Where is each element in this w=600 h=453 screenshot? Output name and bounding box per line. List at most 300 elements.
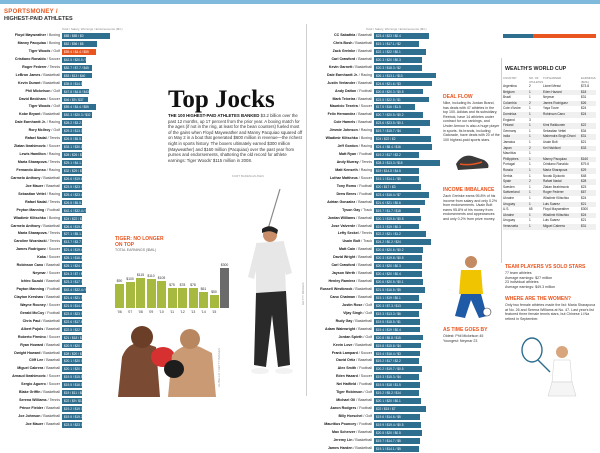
earnings-values: $59.4 / $4.4 / $55 (64, 105, 89, 110)
athlete-name-text: Kaka (37, 255, 46, 260)
athlete-name-text: Roberto Firmino (17, 334, 46, 339)
wealth-cell: Portugal (503, 162, 515, 167)
wealth-cell: $33 (581, 145, 587, 150)
chart-highlight-label: $300 (220, 263, 229, 267)
chart-bar (168, 288, 177, 308)
athlete-name-text: Kobe Bryant (19, 112, 41, 117)
earnings-bar (374, 414, 420, 420)
athlete-name (4, 56, 60, 64)
boxers-photo (108, 317, 223, 397)
athlete-name-text: Matt Cain (339, 247, 356, 252)
athlete-sport: / Baseball (355, 398, 372, 403)
athlete-row (308, 350, 440, 358)
athlete-sport: / Baseball (43, 342, 60, 347)
earnings-values: $20.3 / $7.3 / $13 (376, 303, 401, 308)
athlete-name (4, 167, 60, 175)
wealth-cell: 1 (529, 196, 531, 200)
wealth-cell: 1 (529, 190, 531, 195)
athlete-name (308, 365, 372, 373)
earnings-values: $20.2 / $19.7 / $0.5 (376, 367, 404, 372)
athlete-name-text: Lothar Mattheus (329, 175, 358, 180)
athlete-name-text: Rafael Nadal (25, 199, 47, 204)
tiger-chart-subheading: TOTAL EARNINGS ($MIL) (115, 248, 157, 252)
athlete-name-text: Manny Pacquiao (17, 40, 47, 45)
athlete-name (308, 56, 372, 64)
athlete-name (4, 230, 60, 238)
athlete-name-text: Justin Verlander (327, 80, 356, 85)
earnings-bar (62, 57, 91, 63)
athlete-name (4, 103, 60, 111)
athlete-name (308, 429, 372, 437)
earnings-values: $19.5 / $18.5 / $1 (376, 319, 401, 324)
athlete-row (308, 445, 440, 453)
earnings-bar (374, 430, 422, 436)
athlete-name-text: Zlatan Ibrahimovic (14, 144, 46, 149)
athlete-sport: / Soccer (357, 374, 372, 379)
athlete-name-text: Matt Ryan (339, 152, 357, 157)
earnings-bar (374, 255, 422, 261)
athlete-row (308, 357, 440, 365)
athlete-name (308, 373, 372, 381)
athlete-name-text: Felix Hernandez (327, 112, 356, 117)
wealth-cell: 1 (529, 134, 531, 139)
chart-bar-group (115, 260, 124, 314)
time-goes-by-heading: AS TIME GOES BY (443, 327, 488, 333)
athlete-name (4, 88, 60, 96)
earnings-bar (374, 208, 420, 214)
wealth-cell: 1 (529, 151, 531, 156)
athlete-sport: / Soccer (357, 104, 372, 109)
earnings-bar (374, 358, 419, 364)
athlete-row (4, 318, 110, 326)
athlete-row (308, 175, 440, 183)
athlete-name (308, 223, 372, 231)
athlete-name-text: Matt Kenseth (335, 167, 358, 172)
wealth-cell: $21 (581, 201, 587, 206)
wealth-cell: 3 (529, 117, 531, 122)
athlete-sport: / Basketball (40, 72, 60, 77)
athlete-row (308, 135, 440, 143)
wealth-cell: Venezuela (503, 224, 518, 228)
athlete-name-text: Chris Paul (22, 318, 41, 323)
wealth-cell: $23 (581, 184, 587, 189)
athlete-sport: / Football (356, 382, 372, 387)
wealth-cell: $31 (581, 134, 587, 139)
athlete-row (308, 334, 440, 342)
wealth-column-header: NO. OF ATHLETES (529, 76, 544, 84)
earnings-values: $19.5 / $16.5 / $3 (64, 383, 89, 388)
athlete-list-left (4, 32, 110, 429)
athlete-sport: / Baseball (355, 271, 372, 276)
chart-year-label: '06 (117, 310, 122, 314)
wealth-cell: U.S. (503, 207, 510, 212)
athlete-sport: / Baseball (355, 56, 372, 61)
athlete-name-text: Mark Teixeira (332, 96, 356, 101)
athlete-name-text: Kevin Love (333, 342, 353, 347)
athlete-sport: / Golf (362, 414, 372, 418)
wealth-cell: $24 (581, 196, 587, 200)
chart-value-label: $75 (169, 283, 175, 288)
earnings-bar (374, 303, 422, 309)
athlete-sport: / Boxing (46, 33, 60, 37)
athlete-name (308, 159, 372, 167)
athlete-row (4, 127, 110, 135)
athlete-row (4, 246, 110, 254)
earnings-bar (62, 33, 110, 39)
athlete-sport: / Baseball (43, 421, 60, 426)
chart-bar-group (136, 260, 145, 314)
athlete-sport: / Baseball (355, 96, 372, 101)
athlete-name-text: Ryan Howard (20, 342, 44, 347)
athlete-sport: / Racing (45, 167, 60, 172)
chart-year-label: '07 (127, 310, 133, 314)
athlete-row (308, 103, 440, 111)
earnings-bar (62, 136, 89, 142)
earnings-values: $20.8 / $20.3 / $0.5 (376, 89, 404, 94)
athlete-name (308, 191, 372, 199)
earnings-values: $20.5 / $20 / $0.5 (376, 430, 401, 435)
earnings-bar (62, 104, 96, 110)
athlete-name-text: Tony Romo (336, 183, 357, 188)
chart-bar (199, 292, 208, 308)
athlete-row (308, 191, 440, 199)
earnings-values: $23.4 / $16.4 / $7 (376, 192, 401, 197)
earnings-values: $19.7 / $14.7 / $5 (376, 438, 401, 443)
athlete-name-text: Jeff Gordon (337, 144, 358, 149)
athlete-row (4, 135, 110, 143)
athlete-row (4, 230, 110, 238)
athlete-name (4, 342, 60, 350)
earnings-values: $26.1 / $13.1 / $13 (376, 73, 403, 78)
athlete-name-text: Floyd Mayweather (14, 33, 47, 37)
athlete-row (308, 151, 440, 159)
earnings-values: $19.2 / $17 / $2.2 (376, 153, 401, 158)
earnings-values: $52.7 / $7.7 / $45 (64, 65, 89, 70)
athlete-sport: / Soccer (357, 175, 372, 180)
athlete-name-text: Kevin Durant (18, 80, 41, 85)
earnings-values: $20.1 / $20 / $0.1 (376, 399, 401, 404)
chart-value-label: $78 (179, 282, 186, 287)
chart-year-label: '13 (190, 310, 196, 314)
athlete-name (4, 238, 60, 246)
athlete-name-text: Cristiano Ronaldo (14, 56, 46, 61)
athlete-name-text: Tiger Robinson (336, 390, 363, 395)
athlete-sport: / Baseball (355, 294, 372, 299)
wealth-cell: 1 (529, 106, 531, 111)
athlete-name (308, 342, 372, 350)
earnings-bar (62, 295, 89, 301)
athlete-name (4, 80, 60, 88)
earnings-bar (62, 247, 89, 253)
athlete-name-text: Jordan Williams (327, 215, 356, 220)
athlete-name (308, 437, 372, 445)
earnings-bar (374, 152, 419, 158)
earnings-values: $22 / $9 / $13 (64, 399, 84, 404)
athlete-name (4, 270, 60, 278)
earnings-bar (374, 343, 421, 349)
athlete-row (4, 342, 110, 350)
earnings-bar (374, 144, 432, 150)
athlete-row (4, 48, 110, 56)
earnings-values: $20.8 / $5.8 / $15 (376, 335, 401, 340)
athlete-sport: / Baseball (355, 112, 372, 117)
earnings-bar (374, 351, 420, 357)
athlete-name-text: Mauricio Texeira (329, 104, 358, 109)
deal-flow-heading: DEAL FLOW (443, 94, 473, 100)
athlete-name (308, 310, 372, 318)
athlete-name (4, 32, 60, 40)
tiger-chart-heading-line1: TIGER: NO LONGER (115, 236, 164, 242)
wealth-cell: Neymar (543, 95, 555, 100)
athlete-name (308, 127, 372, 135)
athlete-sport: / Basketball (352, 342, 372, 347)
wealth-cell: 2 (529, 145, 531, 150)
earnings-bar (374, 136, 431, 142)
wealth-cell: Zlatan Ibrahimovic (543, 184, 570, 189)
athlete-name-text: Zack Greinke (332, 48, 356, 53)
athlete-row (4, 215, 110, 223)
athlete-name-text: Chris Bosh (333, 40, 353, 45)
top-right-bar-orange (533, 34, 596, 38)
athlete-name-text: Gerald McCoy (20, 310, 45, 315)
athlete-row (308, 318, 440, 326)
athlete-row (4, 175, 110, 183)
athlete-name-text: Aaron Rodgers (330, 406, 357, 411)
earnings-bar (374, 81, 432, 87)
athlete-name (308, 32, 372, 40)
athlete-row (4, 40, 110, 48)
athlete-sport: / Soccer (45, 96, 60, 101)
earnings-values: $19.4 / $16.4 / $3 (376, 351, 401, 356)
earnings-bar (374, 104, 415, 110)
earnings-bar (62, 311, 89, 317)
earnings-bar (374, 287, 425, 293)
tiger-earnings-chart (113, 254, 228, 316)
athlete-name-text: Drew Brees (336, 191, 357, 196)
earnings-bar (62, 81, 91, 87)
earnings-bar (374, 422, 421, 428)
athlete-name (4, 183, 60, 191)
boxing-photo-credit: AL BELLO / GETTY IMAGES (217, 347, 221, 387)
athlete-row (4, 326, 110, 334)
earnings-bar (374, 319, 420, 325)
earnings-bar (62, 49, 96, 55)
wealth-cell: Cote d'Ivoire (503, 106, 521, 111)
wealth-cell: 2 (529, 179, 531, 184)
earnings-values: $26.6 / $19.6 / $7 (64, 224, 89, 229)
athlete-sport: / Soccer (45, 302, 60, 307)
wealth-cell: Yaya Toure (543, 106, 559, 111)
athlete-name (308, 111, 372, 119)
athlete-name-text: Henley Ramirez (328, 279, 356, 284)
athlete-sport: / Racing (357, 144, 372, 149)
earnings-bar (374, 57, 422, 63)
athlete-name (308, 103, 372, 111)
athlete-row (4, 278, 110, 286)
athlete-row (4, 159, 110, 167)
athlete-sport: / Football (44, 287, 60, 291)
earnings-bar (62, 414, 92, 420)
income-imbalance-text: Zach Greinke earns 95.8% of his income from salary and only 0.2% from endorsements. Usain Bolt earns 95.8% of his money from endorsements and appearances and only 0.2% from prize money. (443, 194, 498, 221)
athlete-row (308, 64, 440, 72)
earnings-bar (374, 271, 422, 277)
chart-value-label: $61 (200, 287, 207, 292)
athlete-sport: / Baseball (355, 48, 372, 53)
athlete-name-text: Arnaud Ibrahimovic (12, 374, 46, 379)
athlete-row (4, 103, 110, 111)
earnings-values: $24.6 / $21.6 / $3 (376, 81, 401, 86)
earnings-bar (62, 303, 89, 309)
wealth-cell: Miguel Cabrera (543, 224, 565, 228)
chart-bar (210, 295, 219, 308)
athlete-name (4, 223, 60, 231)
athlete-name-text: Albert Pujols (21, 326, 44, 331)
tennis-player-photo (510, 330, 596, 398)
athlete-name-text: Joe Mauer (25, 183, 44, 188)
athlete-name-text: David Wright (333, 255, 356, 260)
athlete-sport: / Tennis (46, 239, 60, 244)
athlete-sport: / Baseball (43, 358, 60, 363)
wealth-cell: $160 (581, 156, 589, 161)
athlete-row (4, 56, 110, 64)
chart-year-label: '09 (148, 310, 154, 314)
earnings-values: $32 / $29 / $3 (64, 168, 84, 173)
earnings-bar (62, 327, 89, 333)
earnings-values: $21 / $18 / $3 (64, 335, 84, 340)
athlete-name-text: Joe Johnson (18, 414, 41, 418)
athlete-name-text: Usain Bolt (342, 239, 361, 244)
athlete-name-text: Payton Manning (16, 287, 45, 291)
athlete-sport: / Baseball (43, 183, 60, 188)
athlete-row (4, 365, 110, 373)
earnings-values: $22 / $15 / $7 (376, 407, 396, 412)
wealth-row (503, 224, 596, 230)
athlete-name-text: Andy Dalton (335, 88, 357, 93)
athlete-name (4, 119, 60, 127)
chart-value-label: $100 (126, 276, 134, 281)
earnings-bar (374, 438, 420, 444)
athlete-name-text: Kevin Garnett (328, 64, 353, 69)
earnings-bar (62, 224, 89, 230)
earnings-bar (374, 224, 419, 230)
athlete-name (308, 262, 372, 270)
athlete-row (308, 40, 440, 48)
athlete-name-text: Cole Hamels (333, 120, 356, 125)
athlete-sport: / Basketball (352, 64, 372, 69)
athlete-name-text: Peyton Manning (16, 207, 45, 212)
athlete-sport: / Baseball (355, 80, 372, 85)
wealth-cell: 1 (529, 162, 531, 167)
athlete-name (4, 278, 60, 286)
athlete-name-text: Neymar (32, 271, 46, 276)
athlete-name-text: Jayson Werth (331, 271, 356, 276)
athlete-name (308, 357, 372, 365)
athlete-row (308, 246, 440, 254)
athlete-name-text: Russell Westbrook (320, 287, 353, 291)
athlete-name (308, 151, 372, 159)
earnings-bar (374, 390, 419, 396)
athlete-name-text: Tiger Woods (28, 104, 51, 109)
athlete-row (308, 238, 440, 246)
athlete-name (308, 96, 372, 104)
athlete-name (308, 135, 372, 143)
wealth-cell: $34 (581, 128, 587, 133)
earnings-bar (374, 112, 423, 118)
athlete-row (4, 72, 110, 80)
earnings-bar (62, 287, 91, 293)
wealth-cell: Novak Djokovic (543, 173, 565, 178)
athlete-name-text: Ichiro Suzuki (20, 279, 44, 284)
athlete-row (4, 119, 110, 127)
wealth-cell: $48 (581, 173, 587, 178)
wealth-cell: Dominica (503, 112, 517, 116)
athlete-row (308, 381, 440, 389)
earnings-values: $53 / $13 / $40 (64, 73, 86, 78)
athlete-row (308, 254, 440, 262)
earnings-bar (62, 152, 82, 158)
earnings-values: $29.3 / $13.3 / $16 (64, 129, 91, 134)
wealth-cell: $24 (581, 106, 587, 111)
athlete-sport: / Basketball (40, 223, 60, 228)
chart-value-label: $78 (190, 282, 196, 287)
earnings-bar (374, 41, 419, 47)
page-subtitle: HIGHEST-PAID ATHLETES (4, 16, 73, 22)
athlete-name (4, 135, 60, 143)
wealth-cell: Lionel Messi (543, 84, 561, 88)
earnings-bar (62, 422, 89, 428)
athlete-sport: / Basketball (40, 414, 60, 418)
earnings-values: $23.3 / $17 / $6.3 (64, 280, 89, 285)
wealth-cell: 1 (529, 218, 531, 223)
earnings-bar (374, 327, 420, 333)
athlete-name-text: Adam Wainwright (325, 326, 356, 331)
earnings-values: $62 / $56 / $6 (64, 41, 84, 46)
wealth-cell: Sweden (503, 184, 515, 189)
athlete-row (4, 151, 110, 159)
earnings-values: $20.9 / $20 / $0.9 (64, 343, 89, 348)
athlete-sport: / Baseball (43, 406, 60, 411)
athlete-sport: / Football (356, 191, 372, 196)
wealth-cell: $31 (581, 95, 587, 100)
earnings-values: $26.5 / $5.5 / $21 (64, 200, 89, 205)
earnings-bar (374, 160, 440, 166)
earnings-bar (62, 192, 89, 198)
athlete-name-text: Rory McIlroy (28, 128, 51, 133)
chart-bar (115, 284, 124, 308)
wealth-cell: Luis Suarez (543, 218, 560, 223)
athlete-sport: / Basketball (40, 318, 60, 323)
earnings-bar (62, 144, 89, 150)
earnings-bar (374, 382, 420, 388)
athlete-name-text: Alex Smith (337, 366, 357, 371)
wealth-cell: Kei Nishikori (543, 145, 561, 150)
athlete-row (308, 56, 440, 64)
athlete-name (4, 365, 60, 373)
wealth-cell: 1 (529, 212, 531, 217)
athlete-name-text: Eden Hazard (336, 374, 358, 379)
athlete-sport: / Racing (357, 128, 372, 133)
wealth-cell: $29 (581, 168, 587, 172)
earnings-values: $19.1 / $14.1 / $5 (376, 446, 401, 451)
athlete-sport: / Baseball (355, 199, 372, 204)
athlete-row (308, 286, 440, 294)
earnings-values: $24 / $22 / $2 (64, 216, 84, 221)
athlete-sport: / Basketball (40, 112, 60, 117)
earnings-bar (62, 184, 89, 190)
athlete-name-text: Carl Crawford (331, 263, 356, 268)
chart-year-label: '14 (201, 310, 206, 314)
earnings-values: $23.5 / $22.5 / $1 (376, 97, 401, 102)
